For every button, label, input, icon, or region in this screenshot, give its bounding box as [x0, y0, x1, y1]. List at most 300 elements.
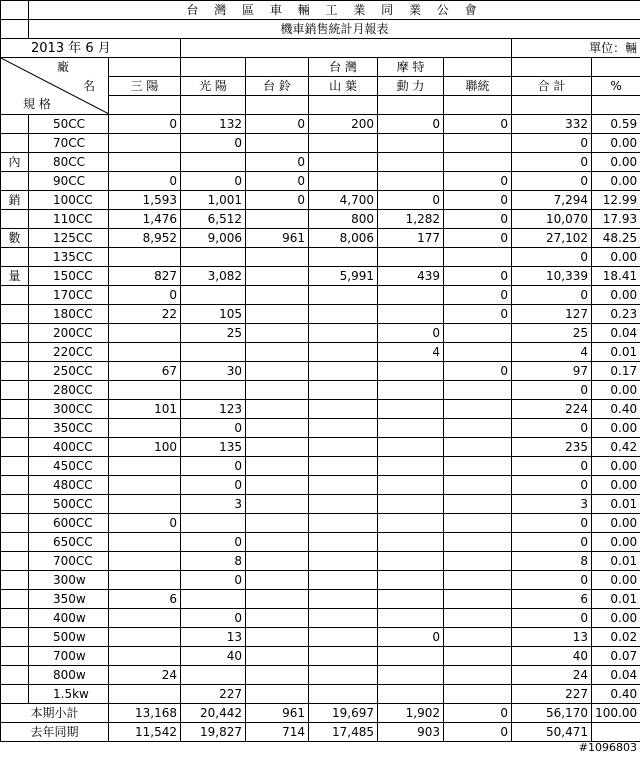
value-cell-c2: 135 [181, 438, 246, 457]
table-row [1, 343, 640, 362]
value-cell-c3 [246, 571, 309, 590]
value-cell-c4 [309, 457, 378, 476]
value-cell-c5 [378, 457, 444, 476]
value-cell-pct: 0.40 [592, 685, 640, 704]
table-row [1, 172, 640, 191]
value-cell-total: 0 [512, 419, 592, 438]
lastyear-cell-c5: 903 [378, 723, 444, 742]
value-cell-total: 0 [512, 609, 592, 628]
subtotal-cell-c2: 20,442 [181, 704, 246, 723]
value-cell-c5: 1,282 [378, 210, 444, 229]
side-label-cell [1, 514, 29, 533]
value-cell-c5 [378, 248, 444, 267]
value-cell-pct: 0.42 [592, 438, 640, 457]
value-cell-c5: 0 [378, 115, 444, 134]
value-cell-c2: 9,006 [181, 229, 246, 248]
table-row [1, 381, 640, 400]
value-cell-c1 [109, 324, 181, 343]
value-cell-total: 97 [512, 362, 592, 381]
table-row [1, 134, 640, 153]
value-cell-c6: 0 [444, 362, 512, 381]
blank-cell [512, 58, 592, 77]
value-cell-c1: 0 [109, 286, 181, 305]
spec-cell: 280CC [29, 381, 109, 400]
side-label-cell [1, 343, 29, 362]
table-row [1, 115, 640, 134]
blank-cell [592, 58, 640, 77]
blank-cell [181, 96, 246, 115]
side-label-cell: 數 [1, 229, 29, 248]
value-cell-c2: 1,001 [181, 191, 246, 210]
side-label-cell [1, 628, 29, 647]
value-cell-c4 [309, 628, 378, 647]
value-cell-c2: 132 [181, 115, 246, 134]
col-guangyang: 光 陽 [181, 77, 246, 96]
subtotal-cell-c4: 19,697 [309, 704, 378, 723]
value-cell-c3 [246, 514, 309, 533]
value-cell-pct: 0.01 [592, 495, 640, 514]
value-cell-c1: 0 [109, 514, 181, 533]
value-cell-c5 [378, 305, 444, 324]
value-cell-c4 [309, 571, 378, 590]
value-cell-pct: 48.25 [592, 229, 640, 248]
value-cell-c5 [378, 533, 444, 552]
value-cell-c4 [309, 495, 378, 514]
value-cell-c3: 0 [246, 172, 309, 191]
value-cell-c6 [444, 666, 512, 685]
blank-cell [181, 39, 512, 58]
lastyear-cell-c1: 11,542 [109, 723, 181, 742]
table-row [1, 647, 640, 666]
side-label-cell [1, 305, 29, 324]
value-cell-c4 [309, 305, 378, 324]
table-row [1, 571, 640, 590]
side-label-cell [1, 495, 29, 514]
value-cell-c2 [181, 514, 246, 533]
spec-cell: 400w [29, 609, 109, 628]
blank-cell [1, 20, 29, 39]
table-row [1, 210, 640, 229]
table-row [1, 362, 640, 381]
lastyear-cell-c3: 714 [246, 723, 309, 742]
value-cell-pct: 0.00 [592, 286, 640, 305]
value-cell-c1 [109, 457, 181, 476]
lastyear-row [1, 723, 640, 742]
value-cell-c5 [378, 153, 444, 172]
spec-cell: 500CC [29, 495, 109, 514]
value-cell-pct: 0.59 [592, 115, 640, 134]
value-cell-c1: 101 [109, 400, 181, 419]
value-cell-total: 0 [512, 571, 592, 590]
table-row [1, 153, 640, 172]
table-row [1, 438, 640, 457]
table-row [1, 590, 640, 609]
spec-cell: 180CC [29, 305, 109, 324]
side-label-cell [1, 533, 29, 552]
value-cell-c5: 4 [378, 343, 444, 362]
blank-cell [512, 96, 592, 115]
col-tailing: 台 鈴 [246, 77, 309, 96]
side-label-cell [1, 400, 29, 419]
value-cell-c3 [246, 495, 309, 514]
spec-cell: 650CC [29, 533, 109, 552]
value-cell-c3: 0 [246, 115, 309, 134]
side-label-cell [1, 666, 29, 685]
value-cell-c2: 0 [181, 134, 246, 153]
table-row [1, 476, 640, 495]
lastyear-cell-c2: 19,827 [181, 723, 246, 742]
table-row [1, 495, 640, 514]
lastyear-cell-c4: 17,485 [309, 723, 378, 742]
side-label-cell: 量 [1, 267, 29, 286]
value-cell-c1 [109, 609, 181, 628]
side-label-cell [1, 134, 29, 153]
value-cell-c1: 1,476 [109, 210, 181, 229]
spec-cell: 200CC [29, 324, 109, 343]
value-cell-total: 0 [512, 248, 592, 267]
value-cell-c2 [181, 590, 246, 609]
value-cell-total: 3 [512, 495, 592, 514]
value-cell-c1: 0 [109, 115, 181, 134]
side-label-cell: 銷 [1, 191, 29, 210]
value-cell-c5 [378, 495, 444, 514]
col-yamaha-bottom: 山 葉 [309, 77, 378, 96]
value-cell-pct: 0.17 [592, 362, 640, 381]
table-row [1, 609, 640, 628]
value-cell-c5 [378, 286, 444, 305]
value-cell-c1: 67 [109, 362, 181, 381]
value-cell-pct: 0.01 [592, 343, 640, 362]
value-cell-c5 [378, 666, 444, 685]
lastyear-cell-c6: 0 [444, 723, 512, 742]
col-pct: % [592, 77, 640, 96]
value-cell-c2: 30 [181, 362, 246, 381]
blank-cell [246, 58, 309, 77]
value-cell-c6 [444, 343, 512, 362]
side-label-cell [1, 286, 29, 305]
spec-cell: 50CC [29, 115, 109, 134]
value-cell-c2: 0 [181, 457, 246, 476]
side-label-cell [1, 210, 29, 229]
value-cell-pct: 0.00 [592, 381, 640, 400]
value-cell-c6 [444, 248, 512, 267]
value-cell-c5: 0 [378, 191, 444, 210]
value-cell-c3 [246, 457, 309, 476]
value-cell-c1: 1,593 [109, 191, 181, 210]
value-cell-c6 [444, 628, 512, 647]
value-cell-c4 [309, 514, 378, 533]
value-cell-total: 0 [512, 476, 592, 495]
value-cell-total: 40 [512, 647, 592, 666]
value-cell-c2: 0 [181, 609, 246, 628]
value-cell-c4 [309, 153, 378, 172]
value-cell-c1 [109, 495, 181, 514]
side-label-cell [1, 476, 29, 495]
blank-cell [444, 58, 512, 77]
unit-label: 單位：輛 [512, 39, 640, 58]
value-cell-c6 [444, 476, 512, 495]
value-cell-pct: 17.93 [592, 210, 640, 229]
corner-spec-label: 規 格 [23, 97, 51, 111]
value-cell-c6 [444, 514, 512, 533]
side-label-cell [1, 685, 29, 704]
value-cell-c5 [378, 552, 444, 571]
value-cell-total: 227 [512, 685, 592, 704]
side-label-cell [1, 647, 29, 666]
value-cell-c2: 0 [181, 172, 246, 191]
blank-cell [109, 58, 181, 77]
blank-cell [246, 96, 309, 115]
value-cell-c2: 40 [181, 647, 246, 666]
spec-cell: 125CC [29, 229, 109, 248]
value-cell-c6: 0 [444, 305, 512, 324]
spec-cell: 350CC [29, 419, 109, 438]
value-cell-c6: 0 [444, 210, 512, 229]
col-total: 合 計 [512, 77, 592, 96]
value-cell-total: 0 [512, 514, 592, 533]
value-cell-pct: 0.02 [592, 628, 640, 647]
value-cell-c1 [109, 628, 181, 647]
value-cell-pct: 18.41 [592, 267, 640, 286]
value-cell-pct: 0.07 [592, 647, 640, 666]
value-cell-c2 [181, 343, 246, 362]
value-cell-pct: 0.40 [592, 400, 640, 419]
value-cell-c5 [378, 400, 444, 419]
value-cell-c3 [246, 381, 309, 400]
value-cell-c6 [444, 153, 512, 172]
subtotal-cell-c3: 961 [246, 704, 309, 723]
value-cell-c2: 13 [181, 628, 246, 647]
value-cell-total: 24 [512, 666, 592, 685]
subtotal-label: 本期小計 [1, 704, 109, 723]
blank-cell [378, 96, 444, 115]
spec-cell: 450CC [29, 457, 109, 476]
value-cell-c6 [444, 647, 512, 666]
value-cell-c2: 0 [181, 419, 246, 438]
spec-cell: 70CC [29, 134, 109, 153]
value-cell-c4: 800 [309, 210, 378, 229]
value-cell-pct: 0.04 [592, 324, 640, 343]
value-cell-c3 [246, 419, 309, 438]
subtotal-cell-total: 56,170 [512, 704, 592, 723]
value-cell-c1: 22 [109, 305, 181, 324]
value-cell-c5 [378, 476, 444, 495]
subtotal-cell-c1: 13,168 [109, 704, 181, 723]
value-cell-c6: 0 [444, 115, 512, 134]
value-cell-c1 [109, 248, 181, 267]
value-cell-total: 0 [512, 153, 592, 172]
value-cell-c3 [246, 400, 309, 419]
value-cell-pct: 0.00 [592, 476, 640, 495]
value-cell-c5: 0 [378, 324, 444, 343]
side-label-cell [1, 609, 29, 628]
value-cell-c3 [246, 552, 309, 571]
value-cell-total: 224 [512, 400, 592, 419]
spec-cell: 100CC [29, 191, 109, 210]
value-cell-total: 0 [512, 172, 592, 191]
value-cell-pct: 0.00 [592, 419, 640, 438]
value-cell-c3 [246, 134, 309, 153]
value-cell-c2: 0 [181, 571, 246, 590]
value-cell-c5 [378, 647, 444, 666]
value-cell-c3 [246, 267, 309, 286]
value-cell-c2: 8 [181, 552, 246, 571]
table-row [1, 514, 640, 533]
value-cell-c1 [109, 571, 181, 590]
spec-cell: 600CC [29, 514, 109, 533]
side-label-cell [1, 324, 29, 343]
report-subtitle: 機車銷售統計月報表 [29, 20, 640, 39]
side-label-cell [1, 115, 29, 134]
watermark-id: #1096803 [578, 741, 637, 754]
value-cell-c2: 227 [181, 685, 246, 704]
spec-cell: 350w [29, 590, 109, 609]
value-cell-c2: 0 [181, 533, 246, 552]
side-label-cell [1, 248, 29, 267]
value-cell-c2 [181, 666, 246, 685]
blank-cell [1, 1, 29, 20]
value-cell-c6: 0 [444, 286, 512, 305]
value-cell-total: 13 [512, 628, 592, 647]
spec-cell: 700w [29, 647, 109, 666]
value-cell-c3 [246, 666, 309, 685]
value-cell-c5 [378, 685, 444, 704]
value-cell-c6 [444, 552, 512, 571]
blank-cell [444, 96, 512, 115]
value-cell-c3 [246, 438, 309, 457]
value-cell-c4: 5,991 [309, 267, 378, 286]
table-row [1, 248, 640, 267]
value-cell-c3: 0 [246, 153, 309, 172]
value-cell-c3 [246, 324, 309, 343]
value-cell-c6: 0 [444, 229, 512, 248]
value-cell-c2 [181, 286, 246, 305]
value-cell-pct: 0.01 [592, 590, 640, 609]
value-cell-total: 10,339 [512, 267, 592, 286]
value-cell-total: 127 [512, 305, 592, 324]
spec-cell: 1.5kw [29, 685, 109, 704]
value-cell-c1 [109, 381, 181, 400]
spec-cell: 110CC [29, 210, 109, 229]
table-row [1, 305, 640, 324]
subtotal-cell-c6: 0 [444, 704, 512, 723]
table-row [1, 552, 640, 571]
col-sanyang: 三 陽 [109, 77, 181, 96]
value-cell-c3 [246, 210, 309, 229]
value-cell-c1: 24 [109, 666, 181, 685]
value-cell-c6 [444, 400, 512, 419]
value-cell-pct: 0.00 [592, 248, 640, 267]
side-label-cell [1, 362, 29, 381]
value-cell-c5 [378, 590, 444, 609]
value-cell-pct: 12.99 [592, 191, 640, 210]
spec-cell: 700CC [29, 552, 109, 571]
table-row [1, 533, 640, 552]
value-cell-c4 [309, 666, 378, 685]
value-cell-c3 [246, 628, 309, 647]
spec-cell: 150CC [29, 267, 109, 286]
value-cell-c3: 961 [246, 229, 309, 248]
value-cell-c6: 0 [444, 191, 512, 210]
value-cell-total: 0 [512, 381, 592, 400]
spec-cell: 300CC [29, 400, 109, 419]
value-cell-total: 4 [512, 343, 592, 362]
value-cell-c5 [378, 172, 444, 191]
value-cell-c4 [309, 476, 378, 495]
table-row [1, 324, 640, 343]
value-cell-c4 [309, 362, 378, 381]
value-cell-total: 8 [512, 552, 592, 571]
value-cell-c5 [378, 419, 444, 438]
value-cell-c6 [444, 457, 512, 476]
col-motive-top: 摩 特 [378, 58, 444, 77]
value-cell-total: 0 [512, 533, 592, 552]
value-cell-c6 [444, 533, 512, 552]
value-cell-c2: 3,082 [181, 267, 246, 286]
value-cell-c5: 439 [378, 267, 444, 286]
lastyear-cell-total: 50,471 [512, 723, 592, 742]
side-label-cell [1, 571, 29, 590]
value-cell-total: 332 [512, 115, 592, 134]
value-cell-c4: 8,006 [309, 229, 378, 248]
spec-cell: 480CC [29, 476, 109, 495]
value-cell-c4: 200 [309, 115, 378, 134]
value-cell-c2: 123 [181, 400, 246, 419]
table-row [1, 666, 640, 685]
value-cell-c5 [378, 438, 444, 457]
value-cell-c1: 6 [109, 590, 181, 609]
value-cell-c4 [309, 400, 378, 419]
value-cell-c1 [109, 153, 181, 172]
value-cell-c6 [444, 381, 512, 400]
side-label-cell: 內 [1, 153, 29, 172]
value-cell-total: 0 [512, 286, 592, 305]
side-label-cell [1, 590, 29, 609]
value-cell-pct: 0.00 [592, 533, 640, 552]
value-cell-total: 235 [512, 438, 592, 457]
spec-cell: 300w [29, 571, 109, 590]
value-cell-c1 [109, 685, 181, 704]
value-cell-c6: 0 [444, 267, 512, 286]
value-cell-c3 [246, 248, 309, 267]
table-row [1, 457, 640, 476]
value-cell-c1 [109, 419, 181, 438]
spec-cell: 500w [29, 628, 109, 647]
corner-factory-label: 廠 [57, 60, 70, 74]
value-cell-c4 [309, 685, 378, 704]
subtotal-cell-c5: 1,902 [378, 704, 444, 723]
value-cell-pct: 0.04 [592, 666, 640, 685]
report-title: 台 灣 區 車 輛 工 業 同 業 公 會 [29, 1, 640, 20]
value-cell-c4 [309, 248, 378, 267]
corner-name-label: 名 [83, 79, 96, 93]
value-cell-c1 [109, 647, 181, 666]
value-cell-c3 [246, 590, 309, 609]
value-cell-pct: 0.00 [592, 571, 640, 590]
spec-cell: 135CC [29, 248, 109, 267]
value-cell-c4 [309, 609, 378, 628]
value-cell-c3: 0 [246, 191, 309, 210]
value-cell-total: 10,070 [512, 210, 592, 229]
value-cell-total: 0 [512, 134, 592, 153]
col-yamaha-top: 台 灣 [309, 58, 378, 77]
value-cell-c1: 8,952 [109, 229, 181, 248]
value-cell-c6 [444, 685, 512, 704]
value-cell-c4 [309, 438, 378, 457]
value-cell-c4 [309, 381, 378, 400]
value-cell-pct: 0.23 [592, 305, 640, 324]
subtotal-cell-pct: 100.00 [592, 704, 640, 723]
